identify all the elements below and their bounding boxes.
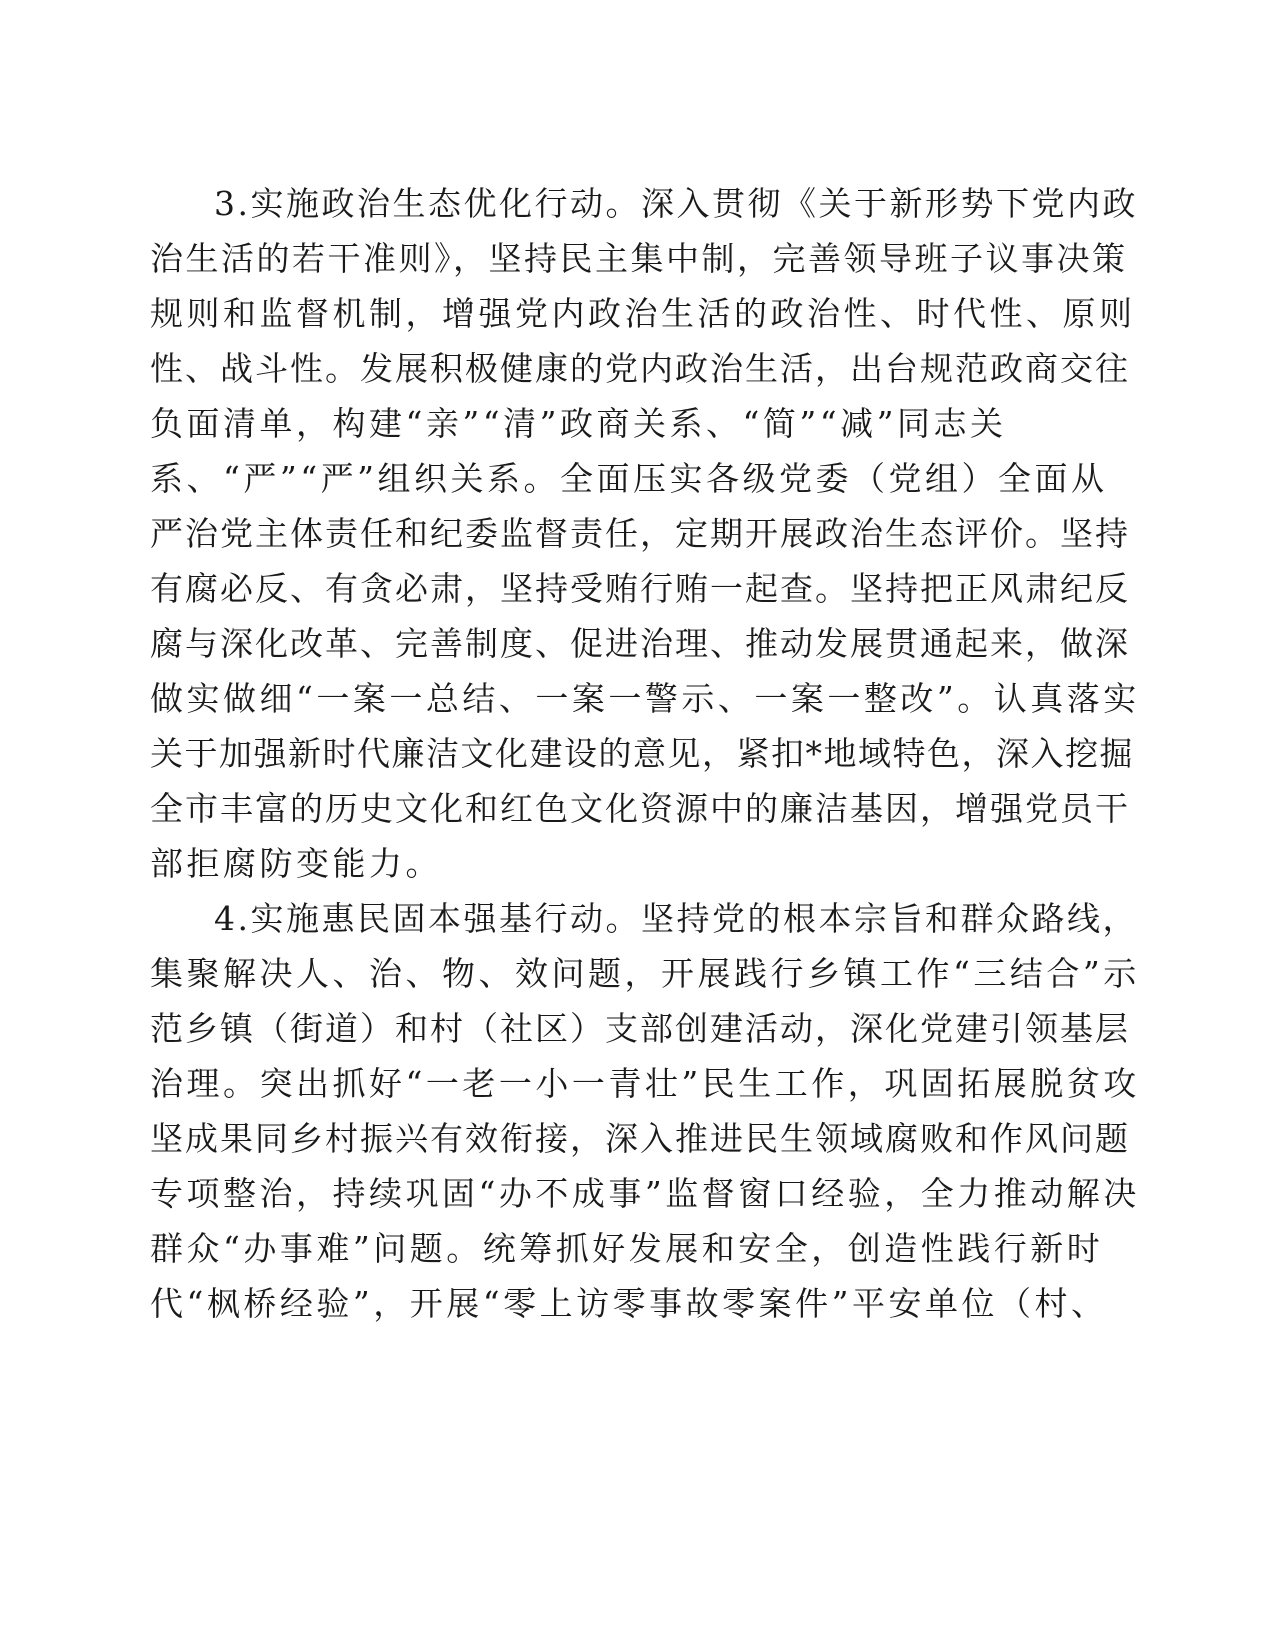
paragraph-1-line-10: 做实做细“一案一总结、一案一警示、一案一整改”。认真落实 [150,679,1140,718]
paragraph-1-line-4: 性、战斗性。发展积极健康的党内政治生活，出台规范政商交往 [150,349,1130,388]
paragraph-2-line-4: 治理。突出抓好“一老一小一青壮”民生工作，巩固拓展脱贫攻 [150,1064,1140,1103]
paragraph-1-line-11: 关于加强新时代廉洁文化建设的意见，紧扣*地域特色，深入挖掘 [150,734,1134,773]
paragraph-1-line-13: 部拒腐防变能力。 [150,844,442,883]
paragraph-2-line-6: 专项整治，持续巩固“办不成事”监督窗口经验，全力推动解决 [150,1174,1140,1213]
paragraph-2-line-1: 4.实施惠民固本强基行动。坚持党的根本宗旨和群众路线， [214,899,1138,938]
paragraph-2-line-7: 群众“办事难”问题。统筹抓好发展和安全，创造性践行新时 [150,1229,1104,1268]
paragraph-1-line-8: 有腐必反、有贪必肃，坚持受贿行贿一起查。坚持把正风肃纪反 [150,569,1130,608]
paragraph-1-line-3: 规则和监督机制，增强党内政治生活的政治性、时代性、原则 [150,294,1136,333]
paragraph-2-line-8: 代“枫桥经验”，开展“零上访零事故零案件”平安单位（村、 [150,1284,1108,1323]
paragraph-1-line-6: 系、“严”“严”组织关系。全面压实各级党委（党组）全面从 [150,459,1108,498]
paragraph-2-line-2: 集聚解决人、治、物、效问题，开展践行乡镇工作“三结合”示 [150,954,1140,993]
paragraph-1-line-2: 治生活的若干准则》，坚持民主集中制，完善领导班子议事决策 [150,239,1128,278]
paragraph-1-line-12: 全市丰富的历史文化和红色文化资源中的廉洁基因，增强党员干 [150,789,1130,828]
paragraph-2-line-3: 范乡镇（街道）和村（社区）支部创建活动，深化党建引领基层 [150,1009,1130,1048]
paragraph-1-line-7: 严治党主体责任和纪委监督责任，定期开展政治生态评价。坚持 [150,514,1130,553]
paragraph-2-line-5: 坚成果同乡村振兴有效衔接，深入推进民生领域腐败和作风问题 [150,1119,1130,1158]
paragraph-1-line-1: 3.实施政治生态优化行动。深入贯彻《关于新形势下党内政 [214,184,1138,223]
paragraph-1-line-9: 腐与深化改革、完善制度、促进治理、推动发展贯通起来，做深 [150,624,1130,663]
paragraph-1-line-5: 负面清单，构建“亲”“清”政商关系、“简”“减”同志关 [150,404,1007,443]
